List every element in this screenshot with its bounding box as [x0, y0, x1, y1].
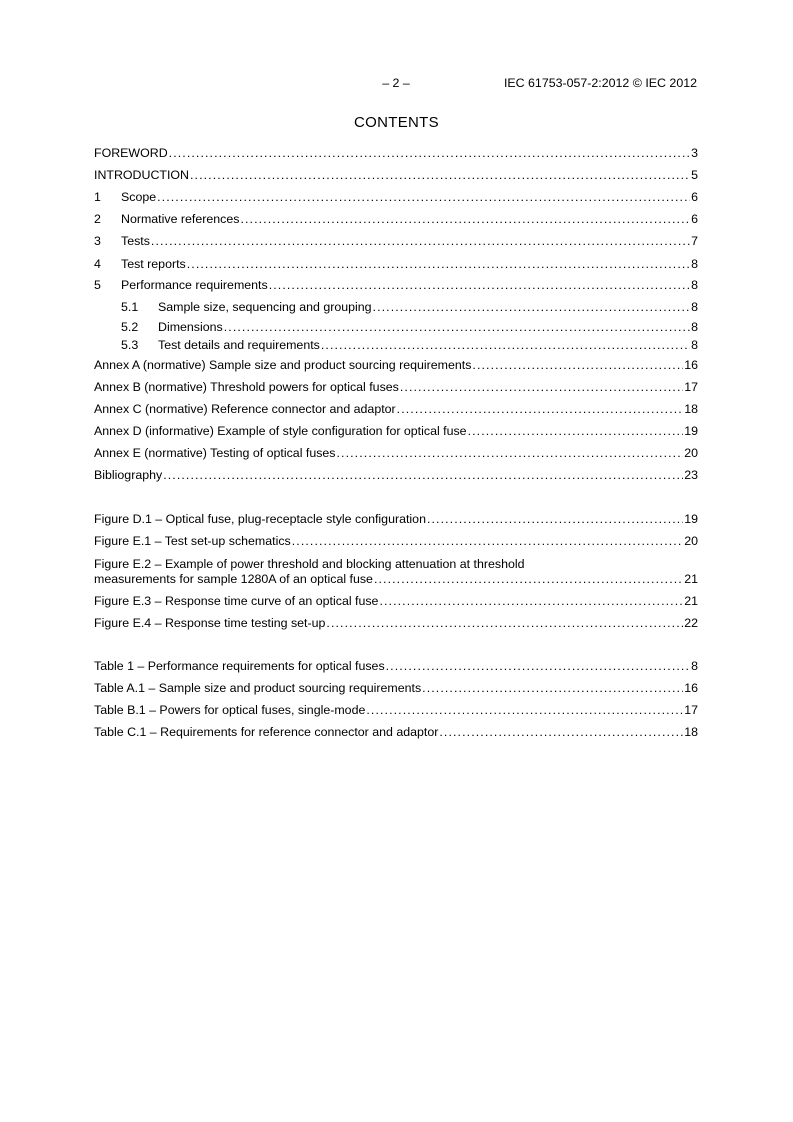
page-number: – 2 – [382, 76, 410, 90]
leader-dots [439, 725, 683, 740]
toc-entry-page: 8 [691, 659, 698, 673]
toc-entry-label: Sample size, sequencing and grouping [158, 300, 372, 314]
toc-entry-page: 20 [684, 446, 698, 460]
toc-entry-label: Annex C (normative) Reference connector and adaptor [94, 402, 396, 416]
toc-entry-label: Table B.1 – Powers for optical fuses, single-mode [94, 703, 366, 717]
leader-dots [187, 257, 690, 272]
leader-dots [224, 320, 690, 335]
toc-entry-page: 17 [684, 380, 698, 394]
leader-dots [472, 358, 683, 373]
leader-dots [190, 168, 690, 183]
leader-dots [337, 446, 684, 461]
toc-entry-page: 23 [684, 468, 698, 482]
toc-table-a1[interactable] [94, 678, 698, 696]
leader-dots [422, 681, 683, 696]
toc-entry-annex-d[interactable] [94, 421, 698, 439]
toc-entry-label: FOREWORD [94, 146, 168, 160]
toc-entry-page: 19 [684, 512, 698, 526]
leader-dots [163, 468, 683, 483]
toc-entry-annex-b[interactable] [94, 377, 698, 395]
toc-entry-page: 16 [684, 358, 698, 372]
toc-entry-normative-references[interactable] [94, 209, 698, 227]
toc-entry-page: 3 [691, 146, 698, 160]
toc-entry-page: 8 [691, 320, 698, 334]
toc-entry-tests[interactable] [94, 231, 698, 249]
toc-entry-page: 18 [684, 725, 698, 739]
leader-dots [240, 212, 690, 227]
toc-entry-number: 1 [94, 190, 101, 204]
toc-entry-label: Table A.1 – Sample size and product sourcing requirements [94, 681, 422, 695]
toc-entry-label: Annex D (informative) Example of style configuration for optical fuse [94, 424, 467, 438]
toc-entry-page: 18 [684, 402, 698, 416]
toc-entry-page: 8 [691, 257, 698, 271]
toc-entry-label: Tests [121, 234, 150, 248]
toc-table-b1[interactable] [94, 700, 698, 718]
leader-dots [373, 300, 691, 315]
toc-entry-label: Annex A (normative) Sample size and product sourcing requirements [94, 358, 472, 372]
toc-entry-label-row2 [94, 572, 684, 587]
toc-figure-e3[interactable] [94, 591, 698, 609]
toc-entry-label: Dimensions [158, 320, 223, 334]
toc-entry-page: 8 [691, 300, 698, 314]
leader-dots [269, 278, 690, 293]
toc-figure-e2[interactable] [94, 553, 698, 587]
leader-dots [151, 234, 690, 249]
toc-entry-label: Figure E.3 – Response time curve of an optical fuse [94, 594, 379, 608]
toc-entry-number: 5.2 [121, 320, 139, 334]
toc-entry-test-details[interactable] [121, 335, 698, 353]
toc-entry-foreword[interactable] [94, 143, 698, 161]
toc-figure-d1[interactable] [94, 509, 698, 527]
toc-entry-dimensions[interactable] [121, 317, 698, 335]
toc-entry-page: 20 [684, 534, 698, 548]
toc-entry-number: 3 [94, 234, 101, 248]
toc-entry-label: Figure E.1 – Test set-up schematics [94, 534, 291, 548]
toc-entry-performance-requirements[interactable] [94, 275, 698, 293]
toc-entry-number: 5.1 [121, 300, 139, 314]
document-reference: IEC 61753-057-2:2012 © IEC 2012 [503, 76, 697, 90]
leader-dots [366, 703, 683, 718]
toc-entry-page: 6 [691, 190, 698, 204]
toc-entry-number: 2 [94, 212, 101, 226]
leader-dots [292, 534, 683, 549]
toc-entry-page: 5 [691, 168, 698, 182]
toc-entry-page: 16 [684, 681, 698, 695]
toc-entry-page: 17 [684, 703, 698, 717]
toc-entry-label: Annex E (normative) Testing of optical fuses [94, 446, 336, 460]
toc-figure-e1[interactable] [94, 531, 698, 549]
toc-entry-page: 19 [684, 424, 698, 438]
toc-entry-label: Annex B (normative) Threshold powers for optical fuses [94, 380, 399, 394]
contents-title: CONTENTS [354, 114, 439, 131]
leader-dots [468, 424, 684, 439]
toc-entry-test-reports[interactable] [94, 254, 698, 272]
toc-entry-label: Table C.1 – Requirements for reference connector and adaptor [94, 725, 439, 739]
toc-entry-number: 5.3 [121, 338, 139, 352]
toc-entry-annex-a[interactable] [94, 355, 698, 373]
toc-figure-e4[interactable] [94, 613, 698, 631]
leader-dots [157, 190, 690, 205]
toc-entry-page: 21 [684, 572, 698, 586]
leader-dots [386, 659, 690, 674]
toc-entry-label: Bibliography [94, 468, 163, 482]
toc-entry-scope[interactable] [94, 187, 698, 205]
toc-entry-label-block [94, 557, 684, 587]
toc-entry-page: 6 [691, 212, 698, 226]
toc-entry-sample-size[interactable] [121, 297, 698, 315]
toc-entry-label: Table 1 – Performance requirements for optical fuses [94, 659, 385, 673]
toc-entry-label: Figure E.4 – Response time testing set-up [94, 616, 326, 630]
toc-entry-page: 8 [691, 278, 698, 292]
toc-entry-page: 22 [684, 616, 698, 630]
leader-dots [374, 572, 683, 587]
toc-entry-page: 7 [691, 234, 698, 248]
toc-entry-label: Normative references [121, 212, 240, 226]
toc-entry-label: Scope [121, 190, 157, 204]
leader-dots [379, 594, 683, 609]
leader-dots [400, 380, 683, 395]
toc-entry-number: 4 [94, 257, 101, 271]
toc-entry-page: 8 [691, 338, 698, 352]
page-header [0, 76, 793, 92]
toc-entry-label: INTRODUCTION [94, 168, 189, 182]
leader-dots [427, 512, 683, 527]
leader-dots [326, 616, 683, 631]
leader-dots [321, 338, 690, 353]
toc-entry-page: 21 [684, 594, 698, 608]
toc-entry-annex-c[interactable] [94, 399, 698, 417]
toc-entry-introduction[interactable] [94, 165, 698, 183]
toc-entry-label: Test reports [121, 257, 186, 271]
toc-entry-label-line2: measurements for sample 1280A of an optical fuse [94, 572, 373, 586]
toc-entry-label-line1: Figure E.2 – Example of power threshold and blocking attenuation at threshold [94, 557, 525, 571]
leader-dots [169, 146, 690, 161]
toc-entry-annex-e[interactable] [94, 443, 698, 461]
toc-table-c1[interactable] [94, 722, 698, 740]
toc-entry-bibliography[interactable] [94, 465, 698, 483]
toc-entry-label: Performance requirements [121, 278, 268, 292]
toc-table-1[interactable] [94, 656, 698, 674]
toc-entry-number: 5 [94, 278, 101, 292]
leader-dots [397, 402, 684, 417]
toc-entry-label: Test details and requirements [158, 338, 320, 352]
toc-entry-label: Figure D.1 – Optical fuse, plug-receptacle style configuration [94, 512, 426, 526]
